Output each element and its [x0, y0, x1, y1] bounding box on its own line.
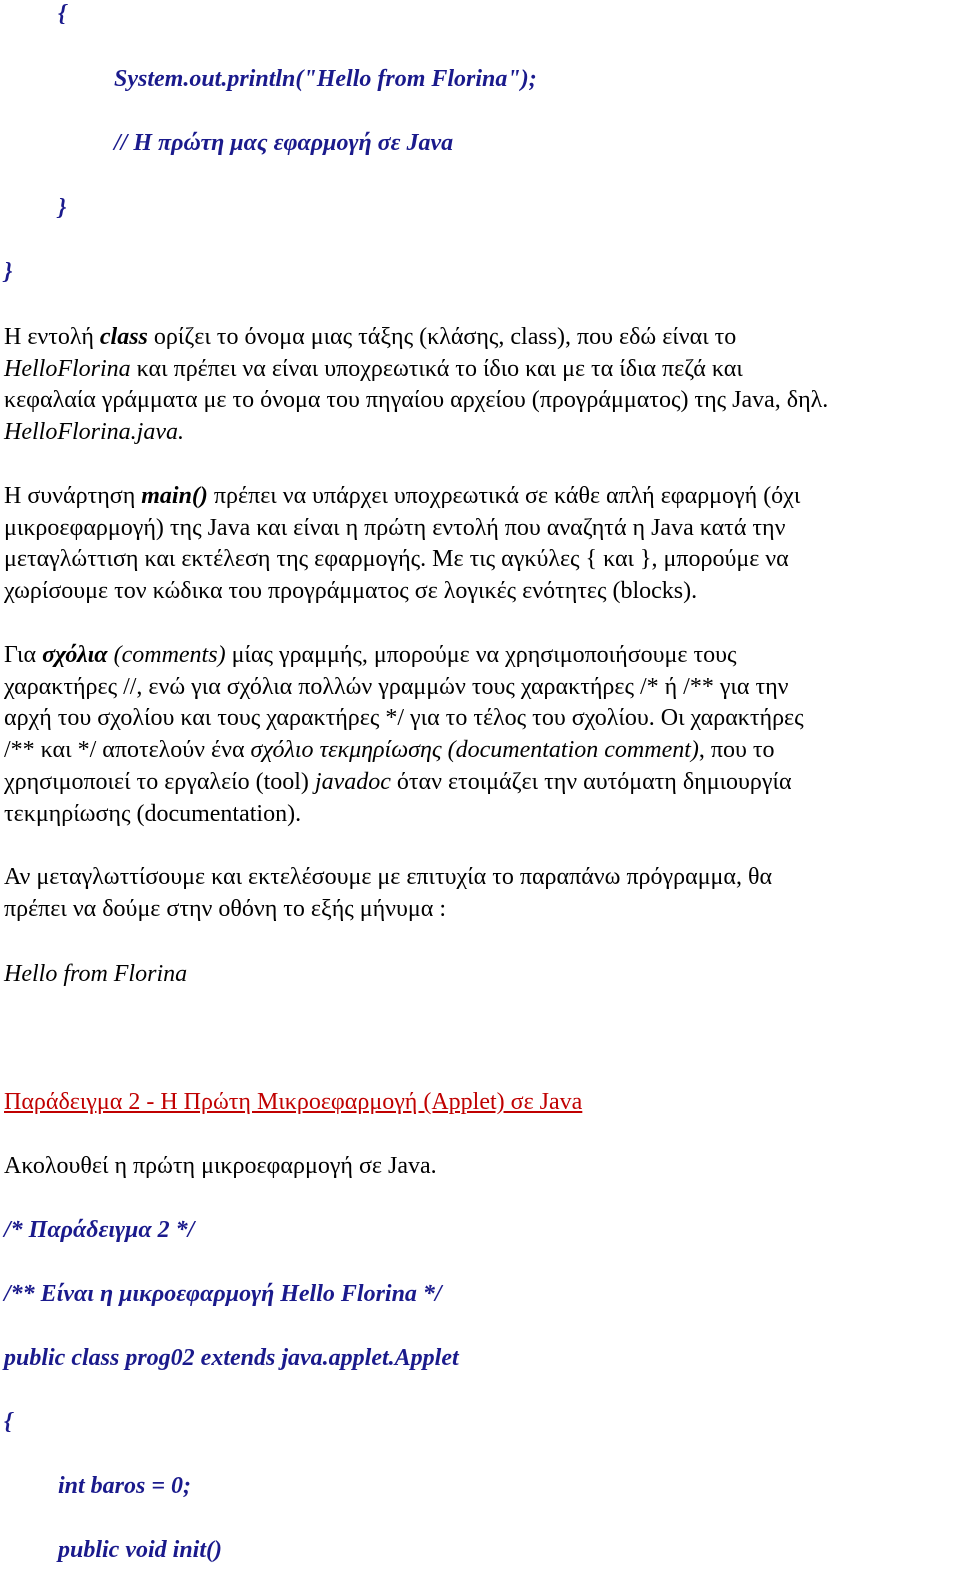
example-2-intro: Ακολουθεί η πρώτη μικροεφαρμογή σε Java.	[4, 1153, 437, 1179]
code-method-declaration: public void init()	[58, 1537, 222, 1563]
keyword-class: class	[99, 324, 148, 350]
code-close-brace-inner: }	[58, 195, 67, 221]
paragraph-main-explanation: Η συνάρτηση main() πρέπει να υπάρχει υποχρεωτικά σε κάθε απλή εφαρμογή (όχι μικροεφαρμογή) της Java και είναι η πρώτη εντολή που αναζητά η Java κατά την μεταγλώττιση και εκτέλεση της εφαρμογής. Με τις αγκύλες { και }, μπορούμε να χωρίσουμε τον κώδικα του προγράμματος σε λογικές ενότητες (blocks).	[4, 483, 801, 605]
code-field-declaration: int baros = 0;	[58, 1473, 192, 1499]
output-message: Hello from Florina	[4, 961, 188, 987]
code-println-line: System.out.println("Hello from Florina");	[114, 66, 537, 92]
keyword-comments: σχόλια	[42, 642, 108, 668]
code-class-declaration: public class prog02 extends java.applet.Applet	[4, 1345, 459, 1371]
keyword-main: main()	[141, 483, 208, 509]
doc-comment-term: σχόλιο τεκμηρίωσης (documentation comment)	[250, 737, 699, 764]
code-doc-comment: /** Είναι η μικροεφαρμογή Hello Florina */	[4, 1281, 442, 1307]
code-open-brace: {	[58, 1, 67, 27]
code-class-open-brace: {	[4, 1409, 13, 1435]
example-2-heading-link[interactable]: Παράδειγμα 2 - Η Πρώτη Μικροεφαρμογή (Applet) σε Java	[4, 1089, 583, 1115]
javadoc-term: javadoc	[314, 768, 391, 795]
file-name: HelloFlorina.java.	[4, 419, 184, 446]
paragraph-comments-explanation: Για σχόλια (comments) μίας γραμμής, μπορούμε να χρησιμοποιήσουμε τους χαρακτήρες //, ενώ για σχόλια πολλών γραμμών τους χαρακτήρες /* ή /** για την αρχή του σχολίου και τους χαρακτήρες */ για το τέλος του σχολίου. Οι χαρακτήρες /** και */ αποτελούν ένα σχόλιο τεκμηρίωσης (documentation comment), που το χρησιμοποιεί το εργαλείο (tool) javadoc όταν ετοιμάζει την αυτόματη δημιουργία τεκμηρίωσης (documentation).	[4, 642, 804, 827]
code-comment-example-2: /* Παράδειγμα 2 */	[4, 1217, 195, 1243]
code-close-brace-outer: }	[4, 259, 13, 285]
paragraph-class-explanation: Η εντολή class ορίζει το όνομα μιας τάξης (κλάσης, class), που εδώ είναι το HelloFlorina και πρέπει να είναι υποχρεωτικά το ίδιο και με τα ίδια πεζά και κεφαλαία γράμματα με το όνομα του πηγαίου αρχείου (προγράμματος) της Java, δηλ. HelloFlorina.java.	[4, 322, 954, 449]
paragraph-output-explanation: Αν μεταγλωττίσουμε και εκτελέσουμε με επιτυχία το παραπάνω πρόγραμμα, θα πρέπει να δούμε στην οθόνη το εξής μήνυμα :	[4, 864, 773, 922]
code-comment-line: // Η πρώτη μας εφαρμογή σε Java	[114, 130, 454, 156]
class-name: HelloFlorina	[4, 355, 131, 382]
